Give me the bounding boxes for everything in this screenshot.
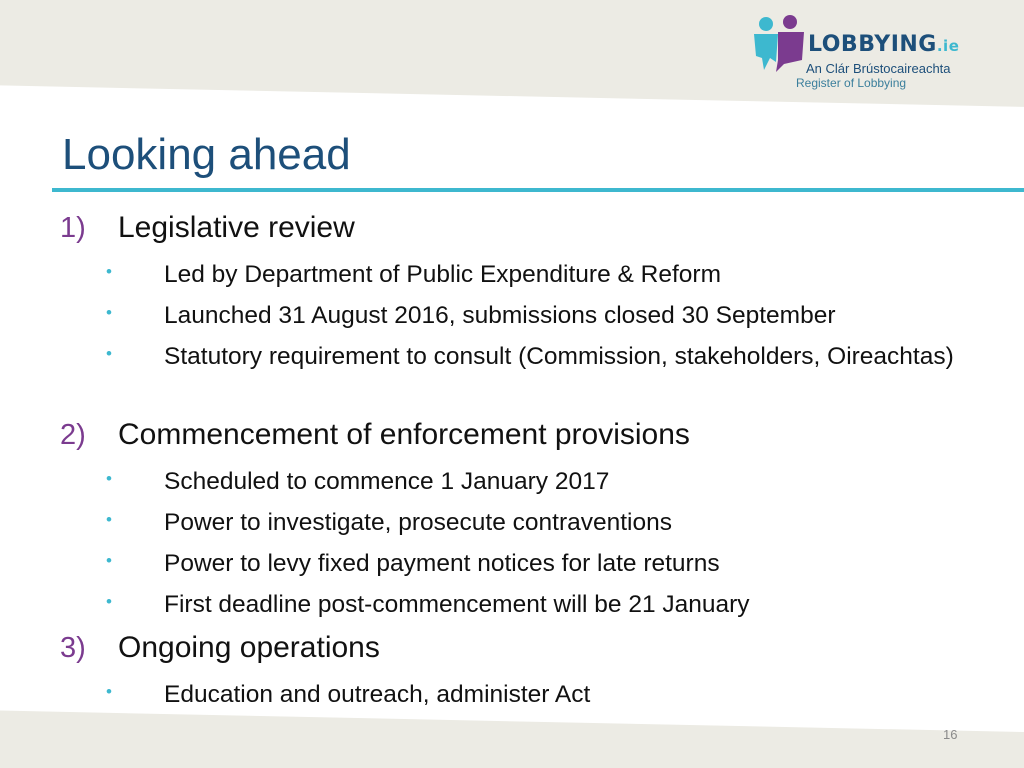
bullet-item: Power to levy fixed payment notices for late returns [164, 550, 720, 577]
bullet-dot: • [106, 344, 112, 363]
section-number: 3) [60, 632, 86, 664]
page-number: 16 [943, 727, 958, 742]
bullet-dot: • [106, 682, 112, 701]
bullet-item: Led by Department of Public Expenditure & Reform [164, 261, 721, 288]
bullet-dot: • [106, 469, 112, 488]
logo-subtitle-irish: An Clár Brústocaireachta [806, 61, 951, 76]
logo-subtitle-english: Register of Lobbying [796, 76, 907, 90]
logo-wordmark: LOBBYING.ie [808, 32, 960, 57]
bullet-item: Statutory requirement to consult (Commission, stakeholders, Oireachtas) [164, 343, 954, 370]
bullet-dot: • [106, 551, 112, 570]
section-heading: Legislative review [118, 211, 355, 244]
bullet-dot: • [106, 510, 112, 529]
bullet-dot: • [106, 592, 112, 611]
bullet-item: Education and outreach, administer Act [164, 681, 591, 708]
bullet-dot: • [106, 303, 112, 322]
section-heading: Commencement of enforcement provisions [118, 418, 690, 451]
bullet-item: Power to investigate, prosecute contraventions [164, 509, 672, 536]
bullet-item: Launched 31 August 2016, submissions closed 30 September [164, 302, 836, 329]
bullet-item: First deadline post-commencement will be 21 January [164, 591, 750, 618]
section-heading: Ongoing operations [118, 631, 380, 664]
bullet-item: Scheduled to commence 1 January 2017 [164, 468, 610, 495]
slide-title: Looking ahead [62, 130, 351, 179]
bullet-dot: • [106, 262, 112, 281]
section-number: 1) [60, 212, 86, 244]
section-number: 2) [60, 419, 86, 451]
